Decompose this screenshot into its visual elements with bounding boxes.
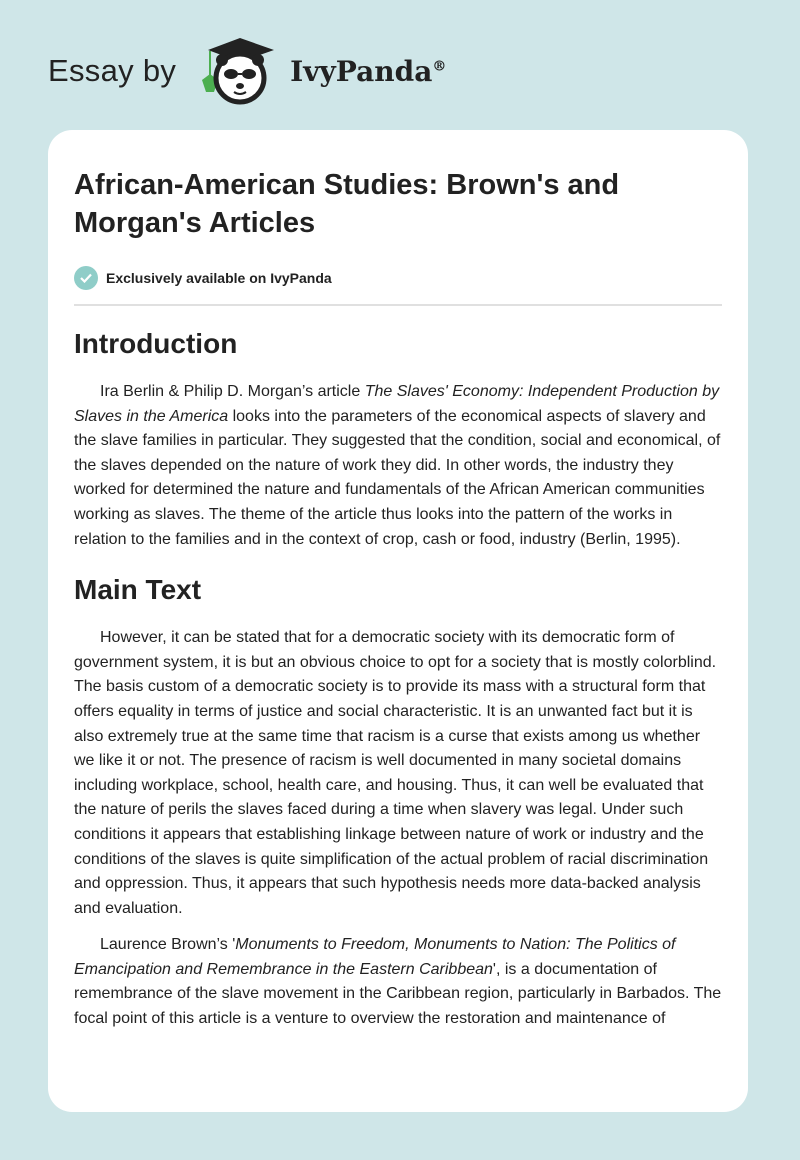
exclusive-badge [74, 266, 722, 290]
paragraph: However, it can be stated that for a democratic society with its democratic form of government system, it is but an obvious choice to opt for a society that is mostly colorblind. The basis custom of a democratic society is to provide its mass with a structural form that offers equality in terms of justice and social characteristic. It is an unwanted fact but it is also extremely true at the same time that racism is a curse that exists among us whether we like it or not. The presence of racism is well documented in many societal domains including workplace, school, health care, and housing. Thus, it can well be evaluated that the nature of perils the slaves faced during a time when slavery was legal. Under such conditions it appears that establishing linkage between nature of work or industry and the conditions of the slaves is quite simplification of the actual problem of racial discrimination and oppression. Thus, it appears that such hypothesis needs more data-backed analysis and evaluation. [74, 629, 717, 917]
essay-title: African-American Studies: Brown's and Morgan's Articles [74, 169, 620, 239]
section-heading-introduction: Introduction [74, 328, 238, 359]
brand-name: IvyPanda® [290, 54, 447, 88]
paragraph: Laurence Brown’s 'Monuments to Freedom, Monuments to Nation: The Politics of Emancipation and Remembrance in the Eastern Caribbean', is a documentation of remembrance of the slave movement in the Caribbean region, particularly in Barbados. The focal point of this article is a venture to overview the restoration and maintenance of [74, 936, 722, 1028]
paragraph: Ira Berlin & Philip D. Morgan’s article The Slaves' Economy: Independent Production by Slaves in the America looks into the parameters of the economical aspects of slavery and the slave families in particular. They suggested that the condition, social and economical, of the slaves depended on the nature of work they did. In other words, the industry they worked for determined the nature and fundamentals of the African American communities working as slaves. The theme of the article thus looks into the pattern of the works in relation to the families and in the context of crop, cash or food, industry (Berlin, 1995). [74, 383, 721, 548]
ivypanda-logo-icon [194, 36, 284, 106]
essay-card [48, 130, 748, 1112]
exclusive-badge-label: Exclusively available on IvyPanda [106, 270, 332, 286]
essay-by-label: Essay by [48, 53, 177, 88]
section-heading-main-text: Main Text [74, 574, 202, 606]
site-header [48, 36, 446, 106]
divider [74, 304, 722, 306]
check-circle-icon [74, 266, 98, 290]
